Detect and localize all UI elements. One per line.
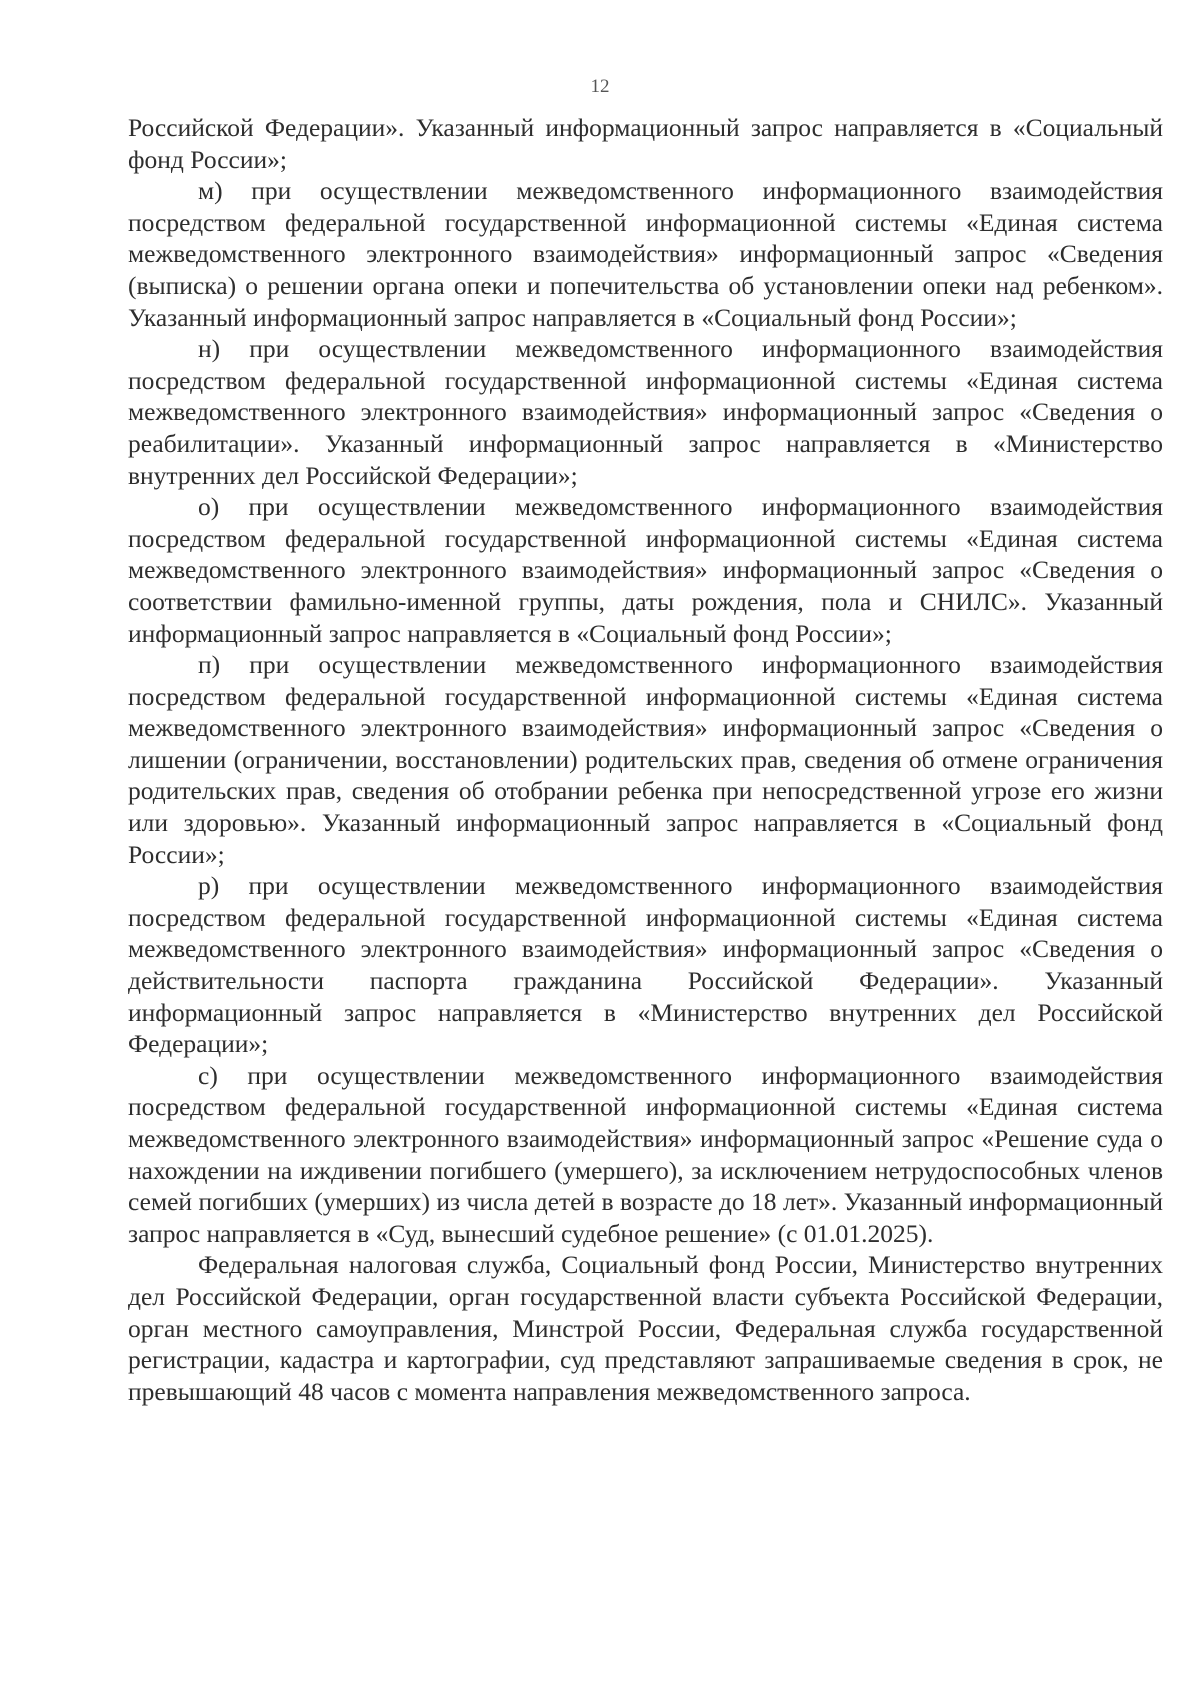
- paragraph-item-p: п) при осуществлении межведомственного информационного взаимодействия посредством федеральной государственной информационной системы «Единая система межведомственного электронного взаимодействия» информационный запрос «Сведения о лишении (ограничении, восстановлении) родительских прав, сведения об отмене ограничения родительских прав, сведения об отобрании ребенка при непосредственной угрозе его жизни или здоровью». Указанный информационный запрос направляется в «Социальный фонд России»;: [128, 650, 1163, 869]
- paragraph-item-n: н) при осуществлении межведомственного информационного взаимодействия посредством федеральной государственной информационной системы «Единая система межведомственного электронного взаимодействия» информационный запрос «Сведения о реабилитации». Указанный информационный запрос направляется в «Министерство внутренних дел Российской Федерации»;: [128, 334, 1163, 490]
- paragraph-item-r: р) при осуществлении межведомственного информационного взаимодействия посредством федеральной государственной информационной системы «Единая система межведомственного электронного взаимодействия» информационный запрос «Сведения о действительности паспорта гражданина Российской Федерации». Указанный информационный запрос направляется в «Министерство внутренних дел Российской Федерации»;: [128, 871, 1163, 1059]
- paragraph-item-s: с) при осуществлении межведомственного информационного взаимодействия посредством федеральной государственной информационной системы «Единая система межведомственного электронного взаимодействия» информационный запрос «Решение суда о нахождении на иждивении погибшего (умершего), за исключением нетрудоспособных членов семей погибших (умерших) из числа детей в возрасте до 18 лет». Указанный информационный запрос направляется в «Суд, вынесший судебное решение» (с 01.01.2025).: [128, 1060, 1163, 1248]
- paragraph-item-o: о) при осуществлении межведомственного информационного взаимодействия посредством федеральной государственной информационной системы «Единая система межведомственного электронного взаимодействия» информационный запрос «Сведения о соответствии фамильно-именной группы, даты рождения, пола и СНИЛС». Указанный информационный запрос направляется в «Социальный фонд России»;: [128, 492, 1163, 648]
- page-number: 12: [590, 76, 610, 97]
- paragraph-item-m: м) при осуществлении межведомственного информационного взаимодействия посредством федеральной государственной информационной системы «Единая система межведомственного электронного взаимодействия» информационный запрос «Сведения (выписка) о решении органа опеки и попечительства об установлении опеки над ребенком». Указанный информационный запрос направляется в «Социальный фонд России»;: [128, 176, 1163, 332]
- paragraph-final: Федеральная налоговая служба, Социальный фонд России, Министерство внутренних дел Российской Федерации, орган государственной власти субъекта Российской Федерации, орган местного самоуправления, Минстрой России, Федеральная служба государственной регистрации, кадастра и картографии, суд представляют запрашиваемые сведения в срок, не превышающий 48 часов с момента направления межведомственного запроса.: [128, 1250, 1163, 1406]
- document-body: [128, 112, 1163, 1407]
- paragraph-continuation: Российской Федерации». Указанный информационный запрос направляется в «Социальный фонд России»;: [128, 113, 1163, 174]
